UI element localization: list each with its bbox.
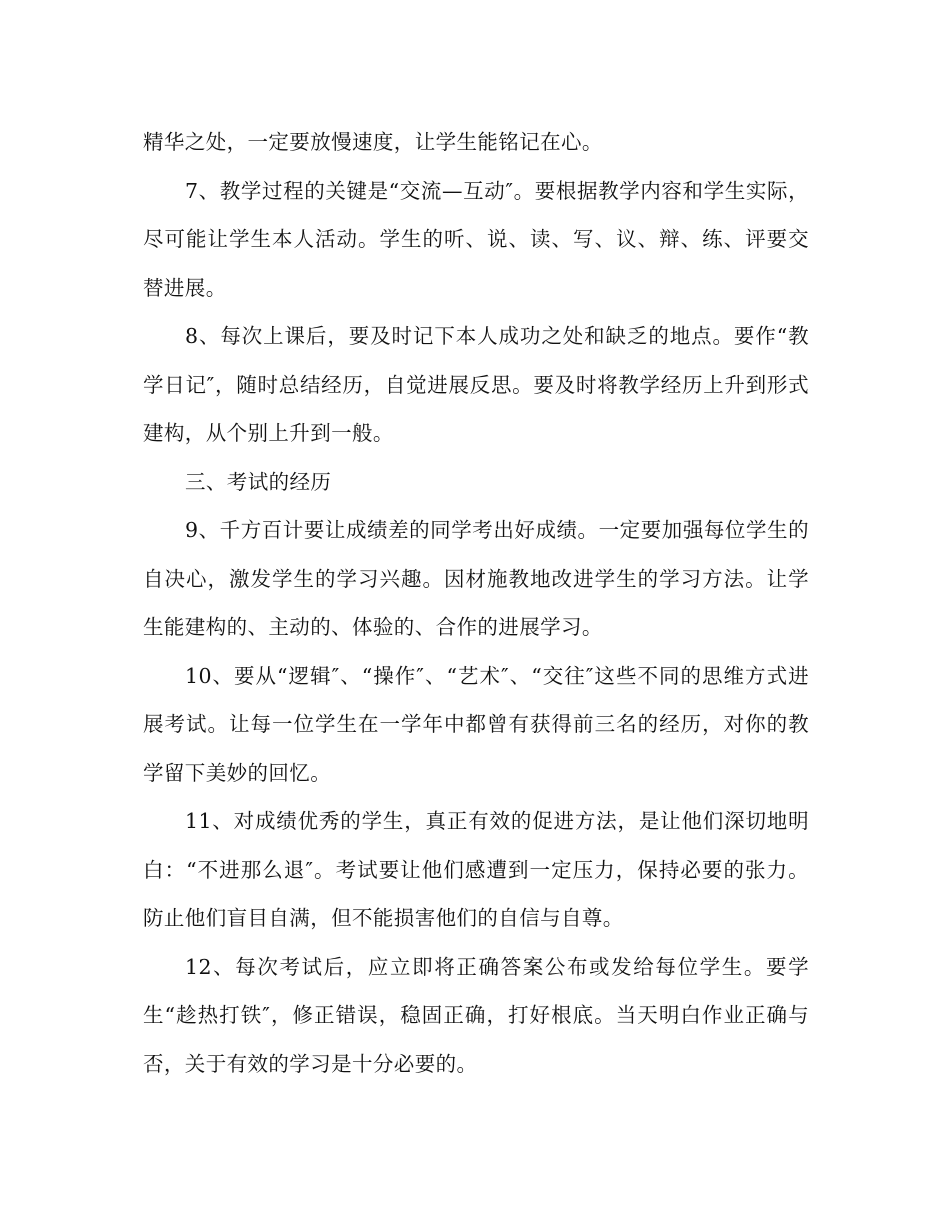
paragraph-item-7: 7、教学过程的关键是“交流—互动″。要根据教学内容和学生实际，尽可能让学生本人活动。学生的听、说、读、写、议、辩、练、评要交替进展。	[143, 178, 809, 300]
paragraph-item-12: 12、每次考试后，应立即将正确答案公布或发给每位学生。要学生“趁热打铁″，修正错误，稳固正确，打好根底。当天明白作业正确与否，关于有效的学习是十分必要的。	[143, 954, 809, 1076]
paragraph-item-11: 11、对成绩优秀的学生，真正有效的促进方法，是让他们深切地明白：“不进那么退″。考试要让他们感遭到一定压力，保持必要的张力。防止他们盲目自满，但不能损害他们的自信与自尊。	[143, 809, 809, 930]
paragraph-continuation: 精华之处，一定要放慢速度，让学生能铭记在心。	[143, 130, 603, 154]
section-heading-exam-experience: 三、考试的经历	[185, 469, 332, 494]
paragraph-item-8: 8、每次上课后，要及时记下本人成功之处和缺乏的地点。要作“教学日记″，随时总结经历，自觉进展反思。要及时将教学经历上升到形式建构，从个别上升到一般。	[143, 324, 809, 445]
document-body	[143, 118, 809, 1088]
paragraph-item-9: 9、千方百计要让成绩差的同学考出好成绩。一定要加强每位学生的自决心，激发学生的学习兴趣。因材施教地改进学生的学习方法。让学生能建构的、主动的、体验的、合作的进展学习。	[143, 518, 809, 639]
paragraph-item-10: 10、要从“逻辑″、“操作″、“艺术″、“交往″这些不同的思维方式进展考试。让每一位学生在一学年中都曾有获得前三名的经历，对你的教学留下美妙的回忆。	[143, 663, 809, 785]
